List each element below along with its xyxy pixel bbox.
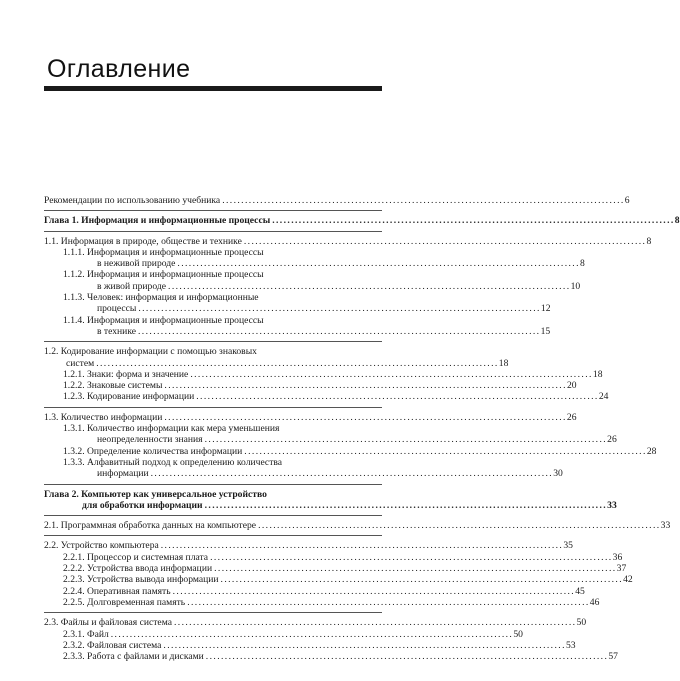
toc-entry-title: 1.1.2. Информация и информационные процессы <box>63 269 264 281</box>
toc-entry-title: 1.2.2. Знаковые системы <box>63 380 163 392</box>
toc-entry-title: 2.1. Программная обработка данных на компьютере <box>44 520 257 532</box>
toc-entry-title: 2.3.3. Работа с файлами и дисками <box>63 651 204 663</box>
toc-entry-title: для обработки информации <box>82 499 203 511</box>
toc-entry[interactable] <box>44 651 618 663</box>
toc-entry[interactable] <box>44 246 585 270</box>
toc-page-number: 18 <box>592 368 603 380</box>
toc-entry[interactable] <box>44 617 587 629</box>
toc-page-number: 45 <box>575 585 585 597</box>
dot-leader <box>244 446 645 457</box>
toc-entry[interactable] <box>44 563 627 575</box>
toc-page-number: 8 <box>646 235 652 247</box>
toc-entry[interactable] <box>44 380 577 392</box>
toc-entry[interactable] <box>44 391 609 403</box>
toc-entry[interactable] <box>44 540 573 552</box>
dot-leader <box>151 468 552 479</box>
toc-page-number: 35 <box>563 540 573 552</box>
toc-page-number: 57 <box>608 651 618 663</box>
dot-leader <box>272 215 673 226</box>
dot-leader <box>244 236 645 247</box>
toc-page-number: 37 <box>616 563 627 575</box>
toc-page-number: 33 <box>660 520 671 532</box>
dot-leader <box>164 380 565 391</box>
toc-entry-title: 1.3.2. Определение количества информации <box>63 445 243 457</box>
toc-chapter-entry[interactable] <box>44 215 680 227</box>
dot-leader <box>138 326 539 337</box>
toc-entry-title: 1.1.4. Информация и информационные процессы <box>63 314 264 326</box>
toc-entry[interactable] <box>44 423 617 446</box>
toc-page-number: 36 <box>612 551 623 563</box>
toc-page-number: 12 <box>540 303 551 315</box>
toc-chapter-entry[interactable] <box>44 195 630 206</box>
toc-entry[interactable] <box>44 445 657 457</box>
toc-entry-title: систем <box>66 357 95 369</box>
section-divider <box>44 535 382 536</box>
toc-entry-title: Глава 2. Компьютер как универсальное устройство <box>44 488 267 500</box>
toc-page-number: 50 <box>576 617 587 629</box>
dot-leader <box>205 500 606 511</box>
toc-entry-title: в технике <box>97 325 136 337</box>
page-title: Оглавление <box>47 55 191 83</box>
toc-entry-title: 2.2.5. Долговременная память <box>63 596 186 608</box>
dot-leader <box>221 574 622 585</box>
toc-entry-title: 2.2.2. Устройства ввода информации <box>63 563 213 575</box>
dot-leader <box>177 258 578 269</box>
toc-page-number: 8 <box>579 258 585 270</box>
toc-entry-title: процессы <box>97 303 137 315</box>
toc-page-number: 18 <box>498 357 509 369</box>
toc-entry-title: в неживой природе <box>97 258 176 270</box>
toc-entry[interactable] <box>44 574 633 586</box>
toc-page-number: 28 <box>646 445 657 457</box>
dot-leader <box>206 651 607 662</box>
section-divider <box>44 210 382 211</box>
toc-entry-title: Глава 1. Информация и информационные процессы <box>44 215 271 227</box>
toc-entry[interactable] <box>44 346 509 369</box>
dot-leader <box>187 597 588 608</box>
dot-leader <box>96 358 497 369</box>
toc-entry-title: 2.2.4. Оперативная память <box>63 585 171 597</box>
dot-leader <box>174 617 575 628</box>
toc-page-number: 15 <box>540 325 551 337</box>
toc-entry[interactable] <box>44 520 671 532</box>
toc-entry-title: 2.3.2. Файловая система <box>63 639 162 651</box>
dot-leader <box>173 586 574 597</box>
toc-page-number: 24 <box>598 391 609 403</box>
toc-page-number: 53 <box>565 639 576 651</box>
section-divider <box>44 515 382 516</box>
dot-leader <box>222 195 623 206</box>
table-of-contents <box>44 195 680 663</box>
dot-leader <box>164 412 565 423</box>
dot-leader <box>138 303 539 314</box>
dot-leader <box>205 434 606 445</box>
dot-leader <box>168 281 569 292</box>
toc-page-number: 6 <box>624 195 630 206</box>
toc-entry[interactable] <box>44 628 523 640</box>
dot-leader <box>163 640 564 651</box>
section-divider <box>44 407 382 408</box>
dot-leader <box>190 369 591 380</box>
toc-page-number: 46 <box>589 596 600 608</box>
toc-page-number: 26 <box>607 434 617 446</box>
toc-page-number: 26 <box>566 411 577 423</box>
toc-page-number: 50 <box>513 628 523 640</box>
toc-entry-title: 1.1.3. Человек: информация и информационные <box>63 292 259 304</box>
section-divider <box>44 231 382 232</box>
toc-entry[interactable] <box>44 639 576 651</box>
toc-entry[interactable] <box>44 269 581 292</box>
toc-page-number: 33 <box>607 499 617 511</box>
toc-entry-title: информации <box>97 468 149 480</box>
toc-entry-title: 1.3. Количество информации <box>44 411 163 423</box>
section-divider <box>44 612 382 613</box>
toc-entry-title: 1.1.1. Информация и информационные процессы <box>63 246 264 258</box>
toc-entry[interactable] <box>44 551 623 563</box>
dot-leader <box>258 520 659 531</box>
toc-entry-title: 1.3.1. Количество информации как мера уменьшения <box>63 423 280 435</box>
toc-chapter-entry[interactable] <box>44 488 617 512</box>
toc-entry[interactable] <box>44 411 577 423</box>
dot-leader <box>210 552 611 563</box>
toc-entry[interactable] <box>44 292 551 315</box>
toc-entry[interactable] <box>44 585 585 597</box>
toc-entry[interactable] <box>44 368 603 380</box>
toc-entry-title: Рекомендации по использованию учебника <box>44 195 221 206</box>
toc-entry[interactable] <box>44 235 652 247</box>
toc-entry-title: 2.2.1. Процессор и системная плата <box>63 551 209 563</box>
toc-entry[interactable] <box>44 456 563 480</box>
toc-page-number: 10 <box>570 280 581 292</box>
dot-leader <box>111 629 512 640</box>
dot-leader <box>214 563 615 574</box>
toc-page-number: 8 <box>674 215 680 227</box>
toc-entry-title: в живой природе <box>97 280 167 292</box>
dot-leader <box>196 391 597 402</box>
toc-entry-title: 2.2. Устройство компьютера <box>44 540 159 552</box>
toc-entry-title: 2.3.1. Файл <box>63 628 109 640</box>
dot-leader <box>161 540 562 551</box>
toc-page-number: 30 <box>553 468 563 480</box>
toc-entry-title: 1.2.1. Знаки: форма и значение <box>63 368 189 380</box>
section-divider <box>44 341 382 342</box>
title-rule <box>44 86 382 91</box>
toc-entry-title: 2.3. Файлы и файловая система <box>44 617 172 629</box>
toc-entry-title: 1.3.3. Алфавитный подход к определению количества <box>63 456 283 468</box>
toc-entry[interactable] <box>44 596 600 608</box>
toc-entry-title: 2.2.3. Устройства вывода информации <box>63 574 219 586</box>
toc-entry[interactable] <box>44 314 551 338</box>
toc-entry-title: 1.1. Информация в природе, обществе и технике <box>44 235 242 247</box>
section-divider <box>44 484 382 485</box>
toc-page-number: 20 <box>566 380 577 392</box>
toc-page-number: 42 <box>623 574 633 586</box>
toc-entry-title: 1.2.3. Кодирование информации <box>63 391 195 403</box>
toc-entry-title: 1.2. Кодирование информации с помощью знаковых <box>44 346 257 358</box>
toc-entry-title: неопределенности знания <box>97 434 203 446</box>
